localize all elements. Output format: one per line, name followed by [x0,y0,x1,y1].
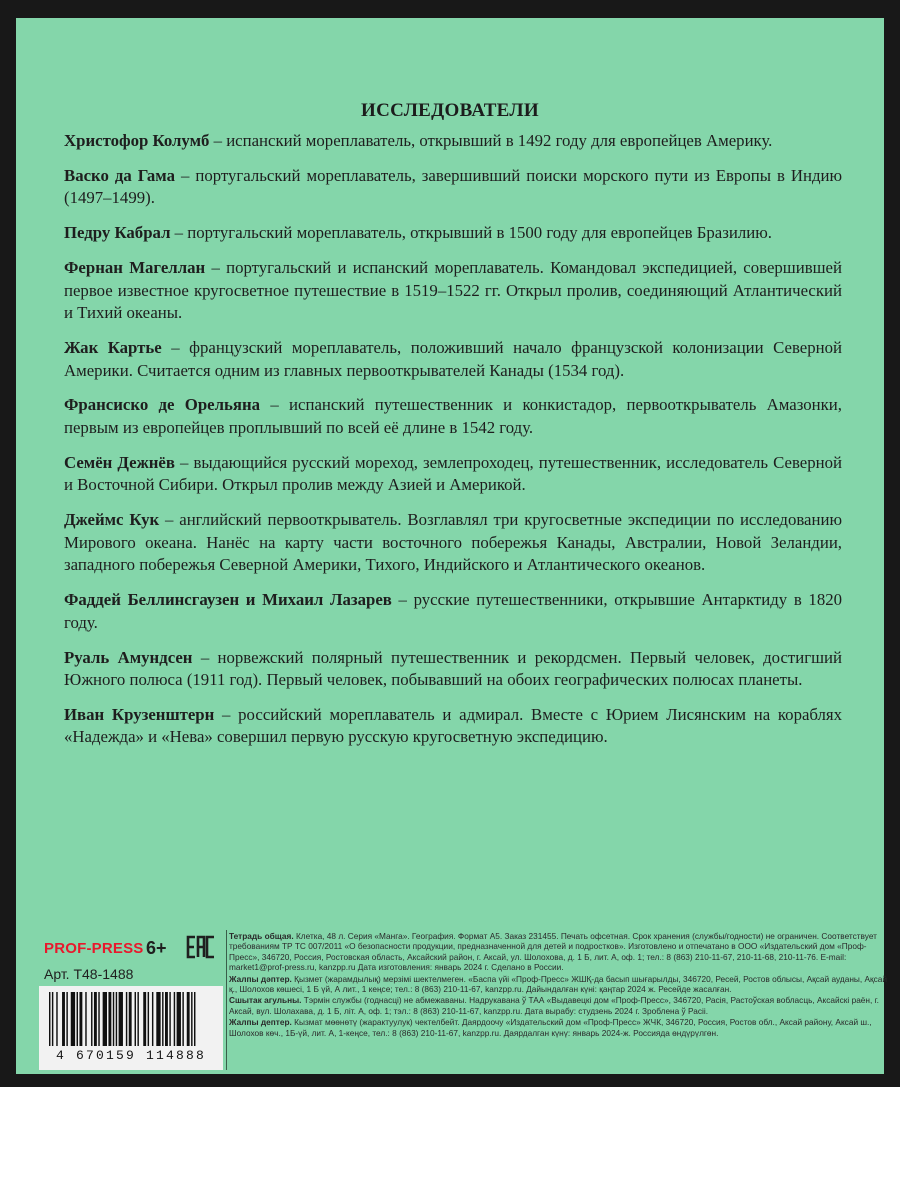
explorer-entry [64,130,842,153]
explorer-entry [64,452,842,497]
fine-print-text: Клетка, 48 л. Серия «Манга». География. Формат А5. Заказ 231455. Печать офсетная. Срок хранения (службы/годности) не ограничен. Соответствует требованиям ТР ТС 007/2011 «О безопасности продукции, предназначенной для детей и подростков». Изготовлено и отпечатано в ООО «Издательский дом «Проф-Пресс», 346720, Россия, Ростовская область, Аксайский район, г. Аксай, ул. Шолохова, д. 1 Б, лит. А, оф. 1; тел.: 8 (863) 210-11-67, 210-11-68, 210-11-76. E-mail: market1@prof-press.ru, kanzpp.ru Дата изготовления: январь 2024 г. Сделано в России. [229,931,877,973]
fine-print [229,931,894,1039]
explorer-entry [64,509,842,577]
fine-print-label: Жалпы дәптер. [229,973,292,984]
fine-print-paragraph [229,931,894,973]
fine-print-label: Жалпы дептер. [229,1017,292,1028]
explorer-description: – португальский мореплаватель, открывший в 1500 году для европейцев Бразилию. [170,223,772,243]
fine-print-label: Тетрадь общая. [229,931,294,941]
explorer-description: – английский первооткрыватель. Возглавлял три кругосветные экспедиции по исследованию Мирового океана. Нанёс на карту части восточного побережья Канады, Австралии, Новой Зеландии, западного побережья Северной Америки, Тихого, Индийского и Атлантического океанов. [64,510,842,575]
fine-print-paragraph [229,1017,894,1038]
explorer-name: Христофор Колумб [64,131,210,150]
explorer-name: Педру Кабрал [64,223,171,243]
fine-print-text: Тэрмін службы (годнасці) не абмежаваны. Надрукавана ў ТАА «Выдавецкі дом «Проф-Пресс», 346720, Расія, Растоўская вобласць, Аксайскі раён, г. Аксай, вул. Шолахава, д. 1 Б, літ. А, оф. 1; тэл.: 8 (863) 210-11-67, kanzpp.ru. Дата вырабу: студзень 2024 г. Зроблена ў Расіі. [229,995,879,1016]
explorer-name: Жак Картье [64,338,162,358]
explorer-name: Джеймс Кук [64,510,160,530]
barcode-number: 4 670159 114888 [55,1048,207,1063]
page-title: ИССЛЕДОВАТЕЛИ [361,100,539,121]
imprint-footer [32,928,900,1074]
eac-mark-icon [186,932,216,962]
barcode [39,986,223,1070]
fine-print-label: Сшытак агульны. [229,995,302,1006]
explorer-description: – испанский путешественник и конкистадор, первооткрыватель Амазонки, первым из европейцев проплывший по всей её длине в 1542 году. [64,395,842,437]
explorer-description: – норвежский полярный путешественник и рекордсмен. Первый человек, достигший Южного полюса (1911 год). Первый человек, побывавший на обоих географических полюсах планеты. [64,647,843,690]
brand-logo: PROF-PRESS [44,940,144,957]
explorer-entry [64,257,842,325]
explorer-description: – русские путешественники, открывшие Антарктиду в 1820 году. [64,590,842,632]
explorer-description: – французский мореплаватель, положивший начало французской колонизации Северной Америки. Считается одним из главных первооткрывателей Канады (1534 год). [64,338,842,380]
explorer-entry [64,394,842,439]
explorer-name: Васко да Гама [64,165,176,185]
explorer-name: Франсиско де Орельяна [64,395,261,415]
explorer-entry [64,165,842,210]
explorer-name: Иван Крузенштерн [64,704,215,724]
explorers-list [64,130,842,761]
fine-print-text: Кызмат мөөнөтү (жарактуулук) чектелбейт. Даярдоочу «Издательский дом «Проф-Пресс» ЖЧК, 346720, Россия, Ростов обл., Аксай району, Аксай ш., Шолохов көч., 1Б-үй, лит. А, 1-кеңсе, тел.: 8 (863) 210-11-67, kanzpp.ru. Даярдалган күнү: январь 2024-ж. Россияда өндүрүлгөн. [229,1017,872,1038]
explorer-entry [64,647,842,692]
explorer-name: Руаль Амундсен [64,647,193,667]
barcode-bars-icon [47,992,215,1048]
explorer-name: Фернан Магеллан [64,258,206,278]
explorer-name: Семён Дежнёв [64,452,175,472]
explorer-description: – российский мореплаватель и адмирал. Вместе с Юрием Лисянским на кораблях «Надежда» и «Нева» совершил первую русскую кругосветную экспедицию. [64,704,843,747]
explorer-entry [64,589,842,634]
fine-print-paragraph [229,974,894,995]
explorer-entry [64,704,842,749]
explorer-description: – испанский мореплаватель, открывший в 1492 году для европейцев Америку. [209,131,773,150]
explorer-description: – португальский и испанский мореплаватель. Командовал экспедицией, совершившей первое известное кругосветное путешествие в 1519–1522 гг. Открыл пролив, соединяющий Атлантический и Тихий океаны. [64,258,842,323]
explorer-name: Фаддей Беллинсгаузен и Михаил Лазарев [64,590,392,610]
article-number: Арт. Т48-1488 [44,966,134,982]
explorer-description: – выдающийся русский мореход, землепроходец, путешественник, исследователь Северной и Восточной Сибири. Открыл пролив между Азией и Америкой. [64,452,842,495]
explorer-description: – португальский мореплаватель, завершивший поиски морского пути из Европы в Индию (1497–1499). [64,165,842,208]
content-panel [16,18,888,1074]
age-rating-badge: 6+ [146,938,167,958]
explorer-entry [64,222,842,245]
fine-print-text: Қызмет (жарамдылық) мерзімі шектелмеген. «Баспа үйі «Проф-Пресс» ЖШҚ-да басып шығарылды, 346720, Ресей, Ростов облысы, Ақсай ауданы, Ақсай қ., Шолохов көшесі, 1 Б үй, А лит., 1 кеңсе; тел.: 8 (863) 210-11-67, kanzpp.ru. Дайындалған күні: қаңтар 2024 ж. Ресейде жасалған. [229,973,888,995]
footer-divider [226,930,227,1070]
fine-print-paragraph [229,995,894,1016]
explorer-entry [64,337,842,382]
